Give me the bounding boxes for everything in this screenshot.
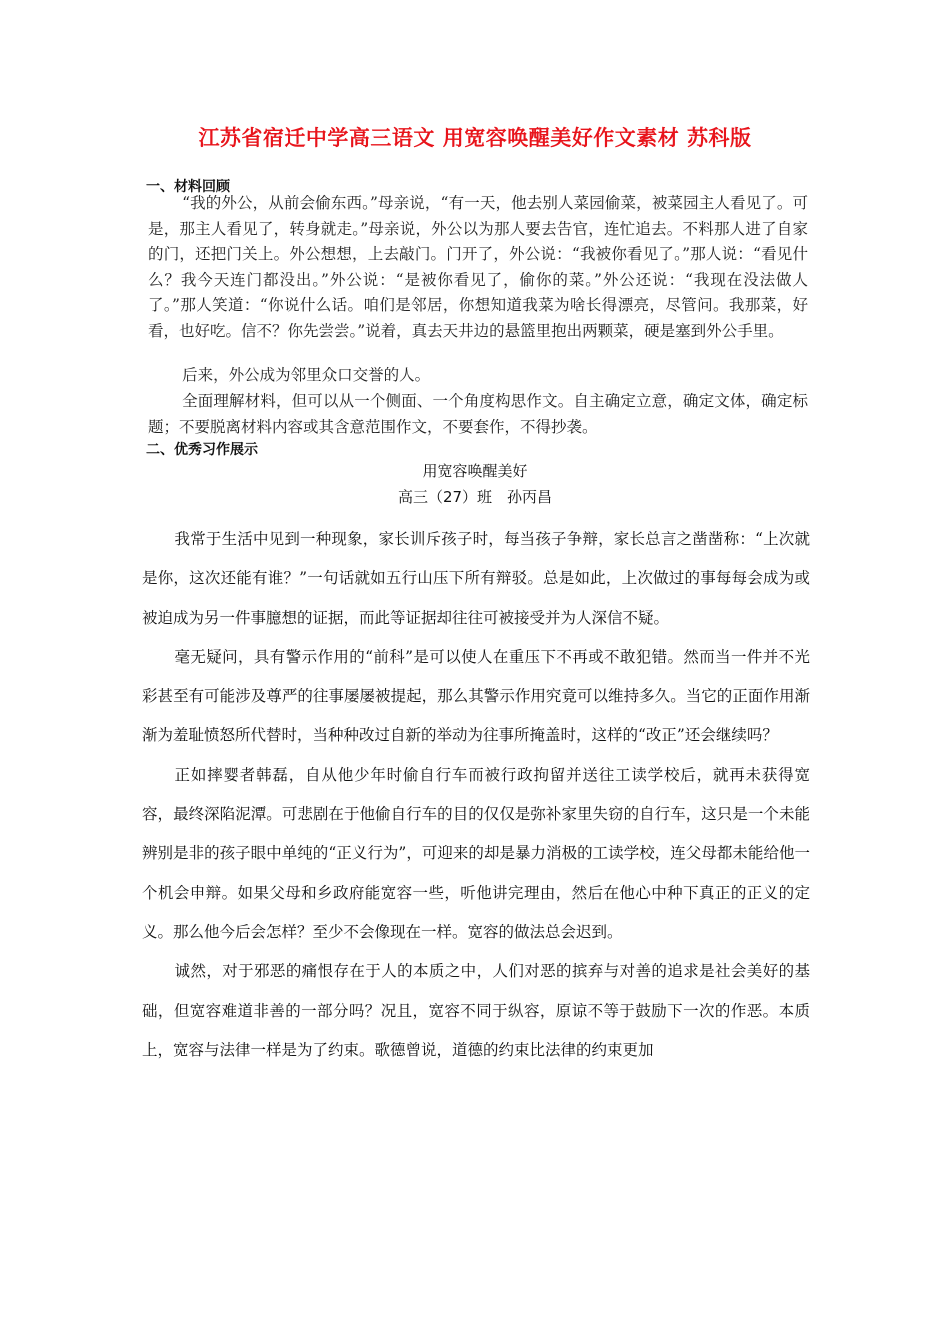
- document-title: 江苏省宿迁中学高三语文 用宽容唤醒美好作文素材 苏科版: [198, 126, 752, 150]
- material-instruction-text: 全面理解材料，但可以从一个侧面、一个角度构思作文。自主确定立意，确定文体，确定标题；不要脱离材料内容或其含意范围作文，不要套作，不得抄袭。: [148, 391, 808, 436]
- essay-paragraph: 诚然，对于邪恶的痛恨存在于人的本质之中，人们对恶的摈弃与对善的追求是社会美好的基础，但宽容难道非善的一部分吗？况且，宽容不同于纵容，原谅不等于鼓励下一次的作恶。本质上，宽容与法律一样是为了约束。歌德曾说，道德的约束比法律的约束更加: [142, 962, 810, 1059]
- essay-author: 高三（27）班 孙丙昌: [397, 488, 553, 506]
- essay-paragraph: 正如摔婴者韩磊，自从他少年时偷自行车而被行政拘留并送往工读学校后，就再未获得宽容，最终深陷泥潭。可悲剧在于他偷自行车的目的仅仅是弥补家里失窃的自行车，这只是一个未能辨别是非的孩子眼中单纯的“正义行为”，可迎来的却是暴力消极的工读学校，连父母都未能给他一个机会申辩。如果父母和乡政府能宽容一些，听他讲完理由，然后在他心中种下真正的正义的定义。那么他今后会怎样？至少不会像现在一样。宽容的做法总会迟到。: [142, 765, 810, 941]
- essay-paragraph: 毫无疑问，具有警示作用的“前科”是可以使人在重压下不再或不敢犯错。然而当一件并不光彩甚至有可能涉及尊严的往事屡屡被提起，那么其警示作用究竟可以维持多久。当它的正面作用渐渐为羞耻愤怒所代替时，当种种改过自新的举动为往事所掩盖时，这样的“改正”还会继续吗？: [142, 647, 810, 745]
- material-ending-text: 后来，外公成为邻里众口交誉的人。: [182, 366, 431, 384]
- section-heading-essay-showcase: 二、优秀习作展示: [146, 442, 258, 458]
- material-notes: [148, 363, 808, 440]
- material-story-text: “我的外公，从前会偷东西。”母亲说，“有一天，他去别人菜园偷菜，被菜园主人看见了。可是，那主人看见了，转身就走。”母亲说，外公以为那人要去告官，连忙追去。不料那人进了自家的门，还把门关上。外公想想，上去敲门。门开了，外公说：“我被你看见了。”那人说：“看见什么？我今天连门都没出。”外公说：“是被你看见了，偷你的菜。”外公还说：“我现在没法做人了。”那人笑道：“你说什么话。咱们是邻居，你想知道我菜为啥长得漂亮，尽管问。我那菜，好看，也好吃。信不？你先尝尝。”说着，真去天井边的悬篮里抱出两颗菜，硬是塞到外公手里。: [148, 194, 808, 340]
- material-story: [148, 191, 808, 345]
- section-heading-material-review: 一、材料回顾: [146, 179, 230, 195]
- essay-body: [142, 520, 810, 1070]
- essay-title: 用宽容唤醒美好: [422, 462, 528, 480]
- essay-paragraph: 我常于生活中见到一种现象，家长训斥孩子时，每当孩子争辩，家长总言之凿凿称：“上次就是你，这次还能有谁？”一句话就如五行山压下所有辩驳。总是如此，上次做过的事每每会成为或被迫成为另一件事臆想的证据，而此等证据却往往可被接受并为人深信不疑。: [142, 530, 810, 627]
